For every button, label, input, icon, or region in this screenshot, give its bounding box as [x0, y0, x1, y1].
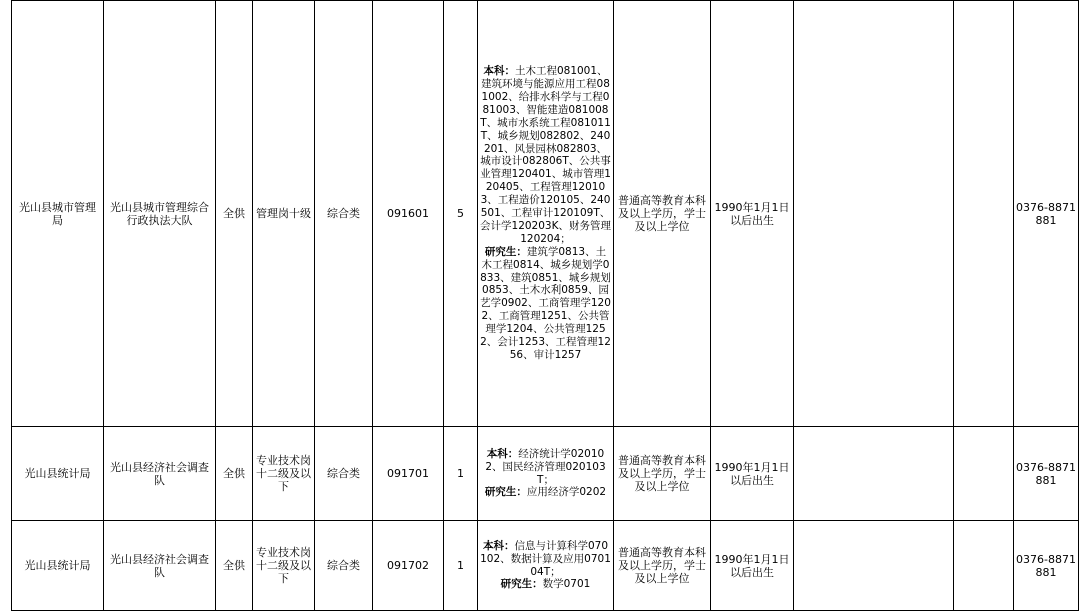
phone-cell: 0376-8871881 [1014, 1, 1079, 427]
funding-cell: 全供 [216, 521, 253, 611]
undergrad-label: 本科： [482, 539, 515, 552]
other-cell [954, 427, 1014, 521]
other-cell [794, 521, 954, 611]
position-cell: 专业技术岗十二级及以下 [253, 427, 315, 521]
other-cell [954, 521, 1014, 611]
grad-label: 研究生： [500, 578, 543, 591]
category-cell: 综合类 [315, 1, 373, 427]
grad-label: 研究生： [484, 486, 527, 499]
position-cell: 专业技术岗十二级及以下 [253, 521, 315, 611]
age-cell: 1990年1月1日以后出生 [711, 427, 794, 521]
unit-cell: 光山县经济社会调查队 [104, 427, 216, 521]
major-cell [478, 1, 614, 427]
undergrad-majors: 土木工程081001、建筑环境与能源应用工程081002、给排水科学与工程081003、智能建造081008T、城市水系统工程081011T、城乡规划082802、240201、风景园林082803、城市设计082806T、公共事业管理120401、城市管理120405、工程管理120103、工程造价120105、240501、工程审计120109T、会计学120203K、财务管理120204； [480, 65, 611, 245]
grad-label: 研究生： [484, 245, 527, 258]
code-cell: 091601 [373, 1, 444, 427]
code-cell: 091701 [373, 427, 444, 521]
category-cell: 综合类 [315, 521, 373, 611]
other-cell [794, 1, 954, 427]
undergrad-majors: 信息与计算科学070102、数据计算及应用070104T； [480, 539, 611, 578]
unit-cell: 光山县城市管理综合行政执法大队 [104, 1, 216, 427]
education-cell: 普通高等教育本科及以上学历，学士及以上学位 [614, 521, 711, 611]
dept-cell: 光山县城市管理局 [12, 1, 104, 427]
funding-cell: 全供 [216, 1, 253, 427]
count-cell: 1 [444, 521, 478, 611]
position-cell: 管理岗十级 [253, 1, 315, 427]
dept-cell: 光山县统计局 [12, 521, 104, 611]
grad-majors: 建筑学0813、土木工程0814、城乡规划学0833、建筑0851、城乡规划0853、土木水利0859、园艺学0902、工商管理学1202、工商管理1251、公共管理学1204、公共管理1252、会计1253、工程管理1256、审计1257 [480, 245, 611, 362]
major-cell [478, 427, 614, 521]
table-row [12, 427, 1079, 521]
grad-majors: 应用经济学0202 [526, 486, 607, 499]
undergrad-label: 本科： [486, 447, 519, 460]
education-cell: 普通高等教育本科及以上学历，学士及以上学位 [614, 427, 711, 521]
code-cell: 091702 [373, 521, 444, 611]
major-cell [478, 521, 614, 611]
count-cell: 1 [444, 427, 478, 521]
education-cell: 普通高等教育本科及以上学历，学士及以上学位 [614, 1, 711, 427]
phone-cell: 0376-8871881 [1014, 427, 1079, 521]
age-cell: 1990年1月1日以后出生 [711, 521, 794, 611]
other-cell [794, 427, 954, 521]
age-cell: 1990年1月1日以后出生 [711, 1, 794, 427]
dept-cell: 光山县统计局 [12, 427, 104, 521]
category-cell: 综合类 [315, 427, 373, 521]
count-cell: 5 [444, 1, 478, 427]
phone-cell: 0376-8871881 [1014, 521, 1079, 611]
recruitment-table-container [11, 0, 1078, 611]
table-row [12, 1, 1079, 427]
table-row [12, 521, 1079, 611]
funding-cell: 全供 [216, 427, 253, 521]
grad-majors: 数学0701 [542, 578, 591, 591]
undergrad-majors: 经济统计学020102、国民经济管理020103T； [485, 447, 606, 486]
unit-cell: 光山县经济社会调查队 [104, 521, 216, 611]
recruitment-table [11, 0, 1079, 611]
other-cell [954, 1, 1014, 427]
undergrad-label: 本科： [483, 65, 515, 78]
